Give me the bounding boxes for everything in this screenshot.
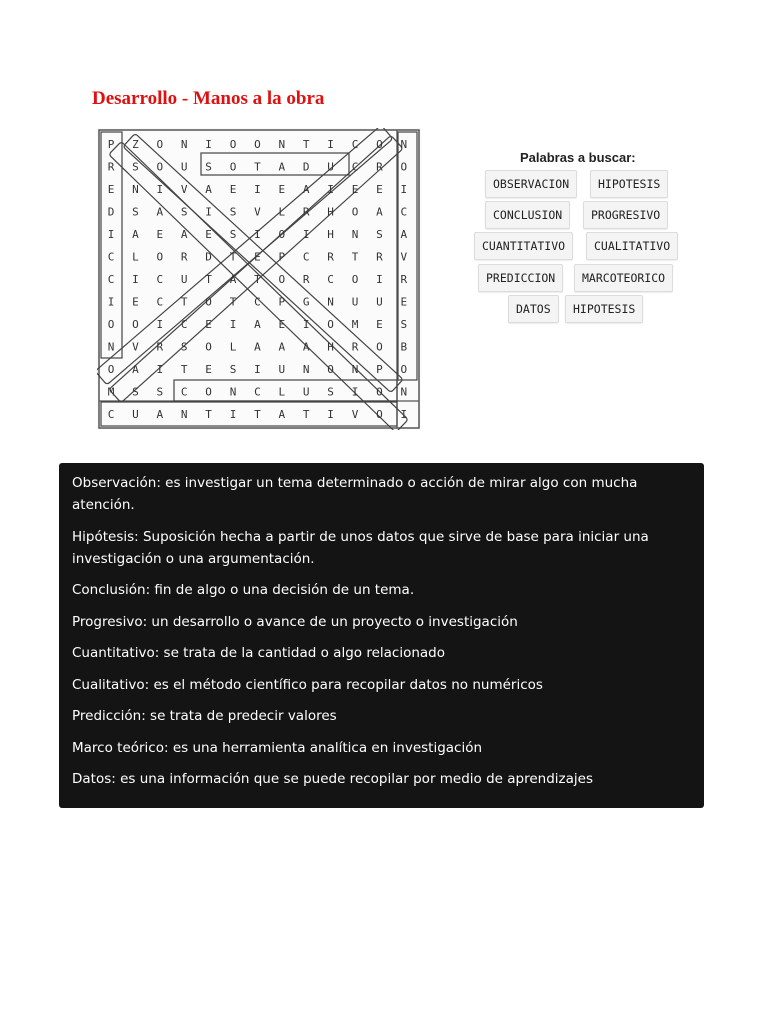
grid-letter: C [327,273,334,286]
grid-letter: A [254,340,261,354]
grid-letter: T [254,408,261,421]
grid-letter: N [107,340,115,354]
grid-letter: O [229,160,237,174]
grid-letter: I [302,228,310,241]
grid-letter: O [205,340,212,354]
grid-letter: O [351,273,359,286]
grid-letter: T [302,138,310,151]
grid-letter: E [278,318,286,331]
grid-letter: O [278,228,286,241]
definition-datos: Datos: es una información que se puede recopilar por medio de aprendizajes [72,771,594,787]
grid-letter: O [156,250,164,264]
grid-letter: M [107,385,115,399]
grid-letter: I [156,183,164,196]
grid-letter: H [327,228,334,241]
grid-letter: O [376,340,383,354]
grid-letter: A [302,183,310,196]
grid-letter: T [254,160,261,174]
grid-letter: R [400,273,408,286]
grid-letter: I [229,408,237,421]
grid-letter: I [205,138,212,151]
grid-letter: N [351,363,359,376]
grid-letter: H [327,205,334,219]
word-chip: CUANTITATIVO [474,232,573,260]
grid-letter: O [278,273,286,286]
grid-letter: I [107,228,115,241]
grid-letter: C [254,295,261,309]
grid-letter: U [278,363,286,376]
grid-letter: M [351,318,359,331]
grid-letter: P [278,295,286,309]
grid-letter: C [180,318,188,331]
word-chip: PREDICCION [478,264,563,292]
grid-letter: A [400,228,408,241]
grid-letter: E [400,295,408,309]
grid-letter: U [351,295,359,309]
grid-letter: O [400,363,408,376]
grid-letter: R [302,205,310,219]
grid-letter: R [327,250,334,264]
grid-letter: C [180,385,188,399]
grid-letter: C [107,408,115,421]
grid-letter: A [278,340,286,354]
grid-letter: E [205,318,212,331]
grid-letter: P [278,250,286,264]
grid-letter: S [156,385,164,399]
grid-letter: I [327,408,334,421]
grid-letter: I [302,318,310,331]
grid-letter: A [156,205,164,219]
grid-letter: N [132,183,139,196]
grid-letter: S [132,385,139,399]
grid-letter: V [132,340,139,354]
grid-letter: U [180,160,188,174]
grid-letter: O [351,205,359,219]
grid-letter: L [278,385,286,399]
grid-letter: C [351,160,359,174]
grid-letter: V [180,183,188,196]
word-search-puzzle [97,128,421,430]
grid-letter: I [327,183,334,196]
grid-letter: E [254,250,261,264]
grid-letter: O [107,363,115,376]
grid-letter: N [400,385,408,399]
grid-letter: O [376,385,383,399]
grid-letter: A [278,160,286,174]
grid-letter: I [107,295,115,309]
grid-letter: T [229,295,237,309]
grid-letter: E [376,183,383,196]
grid-letter: E [132,295,139,309]
grid-letter: A [254,318,261,331]
definition-conclusion: Conclusión: fin de algo o una decisión de un tema. [72,582,415,598]
grid-letter: A [132,363,139,376]
grid-letter: O [156,160,164,174]
grid-letter: R [376,250,383,264]
grid-letter: V [400,250,408,264]
grid-letter: S [132,160,139,174]
word-chip: OBSERVACION [485,170,577,198]
grid-letter: O [400,160,408,174]
grid-letter: C [156,295,164,309]
grid-letter: G [302,295,310,309]
definition-cuantitativo: Cuantitativo: se trata de la cantidad o algo relacionado [72,645,446,661]
grid-letter: D [205,250,212,264]
grid-letter: E [351,183,359,196]
word-chip: MARCOTEORICO [574,264,673,292]
grid-letter: I [327,138,334,151]
grid-letter: O [254,138,261,151]
grid-letter: C [254,385,261,399]
definitions-panel [59,463,704,808]
grid-letter: I [156,363,164,376]
grid-letter: N [351,228,359,241]
grid-letter: I [132,273,139,286]
definition-progresivo: Progresivo: un desarrollo o avance de un proyecto o investigación [72,613,518,630]
grid-letter: R [107,160,115,174]
grid-letter: I [400,408,408,421]
grid-letter: C [107,250,115,264]
grid-letter: O [156,138,164,151]
grid-letter: N [327,295,334,309]
grid-letter: S [229,205,237,219]
word-chip: HIPOTESIS [590,170,668,198]
grid-letter: I [254,183,261,196]
grid-letter: L [278,205,286,219]
grid-letter: S [376,228,383,241]
grid-letter: A [302,340,310,354]
grid-letter: R [156,340,164,354]
page-title: Desarrollo - Manos a la obra [92,88,325,109]
grid-letter: O [327,363,334,376]
grid-letter: I [254,363,261,376]
grid-letter: E [205,363,212,376]
grid-letter: P [376,363,383,376]
grid-letter: A [132,228,139,241]
grid-letter: A [376,205,383,219]
grid-letter: I [400,183,408,196]
word-chip: PROGRESIVO [583,201,668,229]
grid-letter: N [180,408,188,421]
grid-letter: E [376,318,383,331]
grid-letter: A [156,408,164,421]
grid-letter: D [302,160,310,174]
grid-letter: I [351,385,359,399]
definition-observacion: Observación: es investigar un tema determinado o acción de mirar algo con mucha atención. [72,475,638,513]
grid-letter: B [400,340,408,354]
grid-letter: S [180,340,188,354]
grid-letter: H [327,340,334,354]
grid-letter: N [229,385,237,399]
grid-letter: O [132,318,139,331]
grid-letter: A [278,408,286,421]
grid-letter: C [400,205,408,219]
definition-marco-teorico: Marco teórico: es una herramienta analítica en investigación [72,739,483,756]
grid-letter: U [327,160,334,174]
grid-letter: O [229,138,237,151]
grid-letter: C [107,273,115,286]
grid-letter: T [254,273,261,286]
grid-letter: A [205,183,212,196]
grid-letter: N [302,363,310,376]
grid-letter: C [302,250,310,264]
definition-cualitativo: Cualitativo: es el método científico para recopilar datos no numéricos [72,676,543,693]
grid-letter: Z [132,138,139,151]
grid-letter: I [156,318,164,331]
word-chip: CONCLUSION [485,201,570,229]
grid-letter: I [205,205,212,219]
word-chip: CUALITATIVO [586,232,678,260]
grid-letter: E [229,183,237,196]
grid-letter: O [376,138,383,151]
grid-letter: S [132,205,139,219]
word-search-grid [97,128,421,430]
grid-letter: T [180,295,188,309]
definition-prediccion: Predicción: se trata de predecir valores [72,708,337,724]
grid-letter: T [302,408,310,421]
grid-letter: N [278,138,286,151]
grid-letter: S [400,318,408,331]
grid-letter: T [229,250,237,264]
grid-letter: S [229,363,237,376]
grid-letter: S [229,228,237,241]
grid-letter: N [400,138,408,151]
grid-letter: O [205,385,212,399]
grid-letter: N [180,138,188,151]
grid-letter: E [278,183,286,196]
grid-letter: L [132,250,139,264]
grid-letter: U [180,273,188,286]
grid-letter: L [229,340,237,354]
grid-letter: S [180,205,188,219]
grid-letter: S [327,385,334,399]
grid-letter: V [351,408,359,421]
grid-letter: A [180,228,188,241]
grid-letter: E [205,228,212,241]
grid-letter: A [229,273,237,286]
grid-letter: T [205,408,212,421]
word-chip: DATOS [508,295,559,323]
grid-letter: U [132,408,139,421]
grid-letter: R [376,160,383,174]
grid-letter: S [205,160,212,174]
grid-letter: O [376,408,383,421]
grid-letter: C [156,273,164,286]
grid-letter: R [351,340,359,354]
grid-letter: I [376,273,383,286]
grid-letter: O [107,318,115,331]
grid-letter: I [254,228,261,241]
grid-letter: I [229,318,237,331]
grid-letter: U [376,295,383,309]
grid-letter: C [351,138,359,151]
grid-letter: P [107,138,115,151]
word-list-heading: Palabras a buscar: [520,150,636,165]
word-chip: HIPOTESIS [565,295,643,323]
grid-letter: T [205,273,212,286]
grid-letter: R [180,250,188,264]
grid-letter: D [107,205,115,219]
grid-letter: U [302,385,310,399]
grid-letter: O [327,318,334,331]
grid-letter: V [254,205,261,219]
grid-letter: E [107,183,115,196]
definition-hipotesis: Hipótesis: Suposición hecha a partir de unos datos que sirve de base para iniciar una investigación o una argumentación. [72,528,649,567]
grid-letter: T [351,250,359,264]
grid-letter: T [180,363,188,376]
grid-letter: O [205,295,212,309]
grid-letter: R [302,273,310,286]
grid-letter: E [156,228,164,241]
